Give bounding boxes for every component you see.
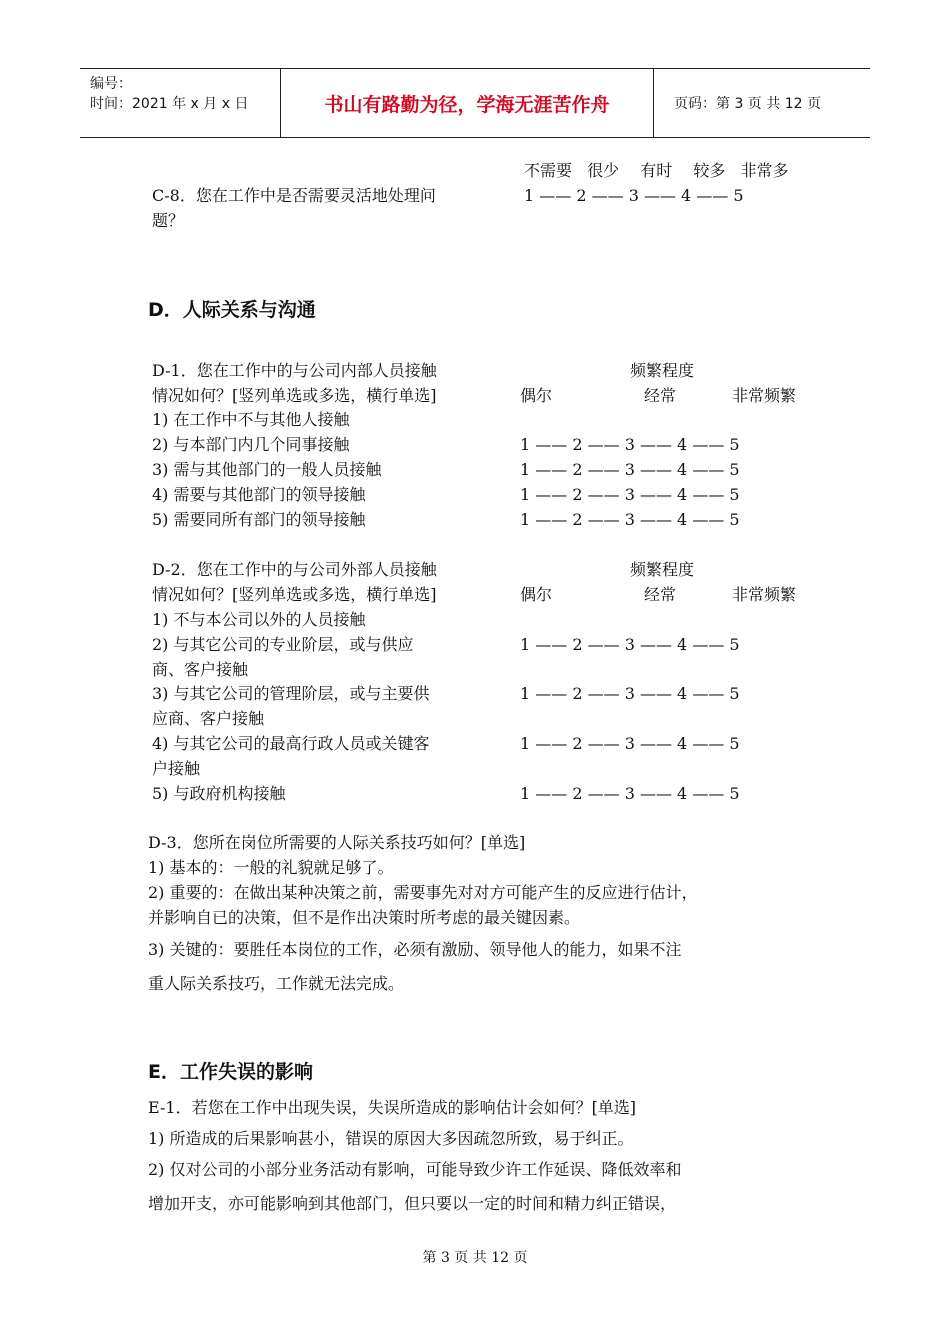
- c8-scale: 1 —— 2 —— 3 —— 4 —— 5: [524, 186, 744, 205]
- d2-item-3a: 3) 与其它公司的管理阶层，或与主要供: [152, 684, 430, 703]
- d1-item-2: 2) 与本部门内几个同事接触: [152, 435, 350, 454]
- page-footer: 第 3 页 共 12 页: [422, 1250, 528, 1266]
- c8-label-5: 非常多: [740, 161, 789, 180]
- e1-option-1: 1) 所造成的后果影响甚小，错误的原因大多因疏忽所致，易于纠正。: [148, 1129, 634, 1148]
- c8-label-3: 有时: [640, 161, 673, 180]
- c8-question-line2: 题？: [152, 211, 185, 230]
- d2-question-line1: D-2．您在工作中的与公司外部人员接触: [152, 560, 437, 579]
- d2-freq-low: 偶尔: [520, 585, 553, 604]
- c8-label-2: 很少: [587, 161, 620, 180]
- section-e-title: E．工作失误的影响: [148, 1061, 313, 1083]
- d2-freq-high: 非常频繁: [732, 585, 797, 604]
- d3-option-3a: 3) 关键的：要胜任本岗位的工作，必须有激励、领导他人的能力，如果不注: [148, 940, 682, 959]
- d1-item-3: 3) 需与其他部门的一般人员接触: [152, 460, 382, 479]
- d2-scale-5: 1 —— 2 —— 3 —— 4 —— 5: [520, 784, 740, 803]
- d2-item-4a: 4) 与其它公司的最高行政人员或关键客: [152, 734, 430, 753]
- d3-option-2a: 2) 重要的：在做出某种决策之前，需要事先对对方可能产生的反应进行估计，: [148, 883, 698, 902]
- page-info-text: 页码：第 3 页 共 12 页: [674, 96, 821, 112]
- d2-item-4b: 户接触: [152, 759, 201, 778]
- d1-freq-mid: 经常: [644, 386, 677, 405]
- d1-freq-high: 非常频繁: [732, 386, 797, 405]
- d2-item-3b: 应商、客户接触: [152, 709, 265, 728]
- page-info: [664, 69, 870, 137]
- d1-scale-4: 1 —— 2 —— 3 —— 4 —— 5: [520, 485, 740, 504]
- e1-question: E-1．若您在工作中出现失误，失误所造成的影响估计会如何？[单选]: [148, 1098, 637, 1117]
- d1-item-5: 5) 需要同所有部门的领导接触: [152, 510, 366, 529]
- d1-scale-2: 1 —— 2 —— 3 —— 4 —— 5: [520, 435, 740, 454]
- c8-question-line1: C-8．您在工作中是否需要灵活地处理问: [152, 186, 436, 205]
- d1-scale-5: 1 —— 2 —— 3 —— 4 —— 5: [520, 510, 740, 529]
- d2-item-2b: 商、客户接触: [152, 660, 249, 679]
- d3-option-3b: 重人际关系技巧，工作就无法完成。: [148, 974, 405, 993]
- d2-question-line2: 情况如何？[竖列单选或多选，横行单选]: [152, 585, 437, 604]
- d3-question: D-3．您所在岗位所需要的人际关系技巧如何？[单选]: [148, 833, 526, 852]
- d2-freq-title: 频繁程度: [630, 560, 695, 579]
- e1-option-2a: 2) 仅对公司的小部分业务活动有影响，可能导致少许工作延误、降低效率和: [148, 1160, 682, 1179]
- c8-label-4: 较多: [693, 161, 726, 180]
- d2-freq-mid: 经常: [644, 585, 677, 604]
- d1-freq-title: 频繁程度: [630, 361, 695, 380]
- d3-option-1: 1) 基本的：一般的礼貌就足够了。: [148, 858, 394, 877]
- d2-item-5: 5) 与政府机构接触: [152, 784, 286, 803]
- d1-question-line1: D-1．您在工作中的与公司内部人员接触: [152, 361, 437, 380]
- page-header: [80, 68, 870, 138]
- d1-item-4: 4) 需要与其他部门的领导接触: [152, 485, 366, 504]
- time-label: 时间：2021 年 x 月 x 日: [90, 96, 249, 112]
- d1-freq-low: 偶尔: [520, 386, 553, 405]
- motto: 书山有路勤为径，学海无涯苦作舟: [281, 69, 654, 137]
- d1-question-line2: 情况如何？[竖列单选或多选，横行单选]: [152, 386, 437, 405]
- d2-item-1: 1) 不与本公司以外的人员接触: [152, 610, 366, 629]
- header-meta: [80, 69, 281, 137]
- c8-scale-labels: [524, 160, 788, 182]
- d2-scale-2: 1 —— 2 —— 3 —— 4 —— 5: [520, 635, 740, 654]
- d1-scale-3: 1 —— 2 —— 3 —— 4 —— 5: [520, 460, 740, 479]
- d2-scale-3: 1 —— 2 —— 3 —— 4 —— 5: [520, 684, 740, 703]
- d1-item-1: 1) 在工作中不与其他人接触: [152, 410, 350, 429]
- c8-label-1: 不需要: [524, 161, 573, 180]
- e1-option-2b: 增加开支，亦可能影响到其他部门，但只要以一定的时间和精力纠正错误，: [148, 1194, 677, 1213]
- d2-scale-4: 1 —— 2 —— 3 —— 4 —— 5: [520, 734, 740, 753]
- d3-option-2b: 并影响自已的决策，但不是作出决策时所考虑的最关键因素。: [148, 908, 581, 927]
- section-d-title: D．人际关系与沟通: [148, 299, 316, 321]
- code-label: 编号：: [90, 76, 132, 92]
- d2-item-2a: 2) 与其它公司的专业阶层，或与供应: [152, 635, 414, 654]
